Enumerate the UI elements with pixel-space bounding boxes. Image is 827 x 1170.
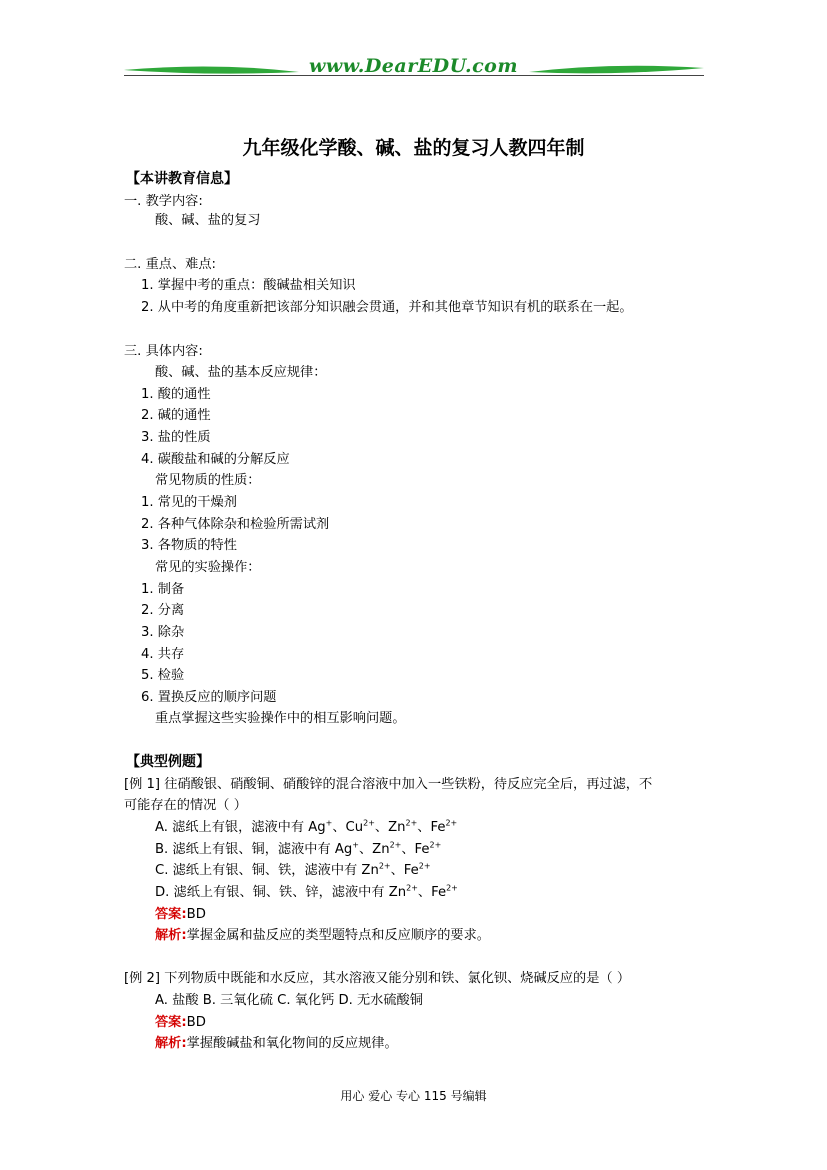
option-a: A. 滤纸上有银，滤液中有 Ag+、$Cu^{2+}$、$Zn^{2+}$、$Fe^{2+}$ — [155, 818, 458, 835]
list-item: 2. 碱的通性 — [141, 408, 211, 423]
example-1-answer: 答案:BD — [155, 907, 206, 922]
example-1-line1: [例 1] 往硝酸银、硝酸铜、硝酸锌的混合溶液中加入一些铁粉，待反应完全后，再过滤，不 — [124, 777, 653, 792]
example-2-line1: [例 2] 下列物质中既能和水反应，其水溶液又能分别和铁、氯化钡、烧碱反应的是（ ） — [124, 971, 631, 986]
list-item: 3. 除杂 — [141, 625, 185, 640]
list-item: 4. 共存 — [141, 647, 185, 662]
list-item: 4. 碳酸盐和碱的分解反应 — [141, 452, 290, 467]
p2-label: 二. 重点、难点: — [124, 257, 216, 272]
page-title: 九年级化学酸、碱、盐的复习人教四年制 — [242, 137, 585, 159]
list-item: 3. 各物质的特性 — [141, 538, 237, 553]
example-2-answer: 答案:BD — [155, 1015, 206, 1030]
list-item: 2. 各种气体除杂和检验所需试剂 — [141, 517, 330, 532]
example-2-analysis: 解析:掌握酸碱盐和氧化物间的反应规律。 — [155, 1036, 398, 1051]
example-1-analysis: 解析:掌握金属和盐反应的类型题特点和反应顺序的要求。 — [155, 928, 490, 943]
list-item: 2. 从中考的角度重新把该部分知识融会贯通，并和其他章节知识有机的联系在一起。 — [141, 300, 633, 315]
p1-text: 酸、碱、盐的复习 — [155, 213, 261, 228]
list-item: 5. 检验 — [141, 668, 185, 683]
p3-note: 重点掌握这些实验操作中的相互影响问题。 — [155, 711, 406, 726]
p3-sub-heading: 常见的实验操作： — [155, 560, 261, 575]
p3-sub-heading: 常见物质的性质： — [155, 473, 261, 488]
page-footer: 用心 爱心 专心 115 号编辑 — [340, 1089, 487, 1103]
list-item: 1. 制备 — [141, 582, 185, 597]
p1-label: 一. 教学内容: — [124, 194, 203, 209]
section-heading-examples: 【典型例题】 — [126, 754, 210, 770]
site-logo[interactable]: www.DearEDU.com — [309, 55, 518, 77]
example-2-options: A. 盐酸 B. 三氧化硫 C. 氧化钙 D. 无水硫酸铜 — [155, 993, 423, 1008]
list-item: 1. 酸的通性 — [141, 387, 211, 402]
list-item: 1. 常见的干燥剂 — [141, 495, 237, 510]
p3-sub-heading: 酸、碱、盐的基本反应规律： — [155, 365, 327, 380]
option-b: B. 滤纸上有银、铜，滤液中有 Ag+、$Zn^{2+}$、$Fe^{2+}$ — [155, 840, 442, 857]
list-item: 3. 盐的性质 — [141, 430, 211, 445]
option-c: C. 滤纸上有银、铜、铁，滤液中有 $Zn^{2+}$、$Fe^{2+}$ — [155, 861, 431, 878]
option-d: D. 滤纸上有银、铜、铁、锌，滤液中有 $Zn^{2+}$、$Fe^{2+}$ — [155, 883, 458, 900]
example-1-line2: 可能存在的情况（ ） — [124, 798, 247, 813]
list-item: 1. 掌握中考的重点：酸碱盐相关知识 — [141, 278, 356, 293]
section-heading-info: 【本讲教育信息】 — [126, 171, 238, 187]
p3-label: 三. 具体内容: — [124, 344, 203, 359]
list-item: 6. 置换反应的顺序问题 — [141, 690, 277, 705]
list-item: 2. 分离 — [141, 603, 185, 618]
